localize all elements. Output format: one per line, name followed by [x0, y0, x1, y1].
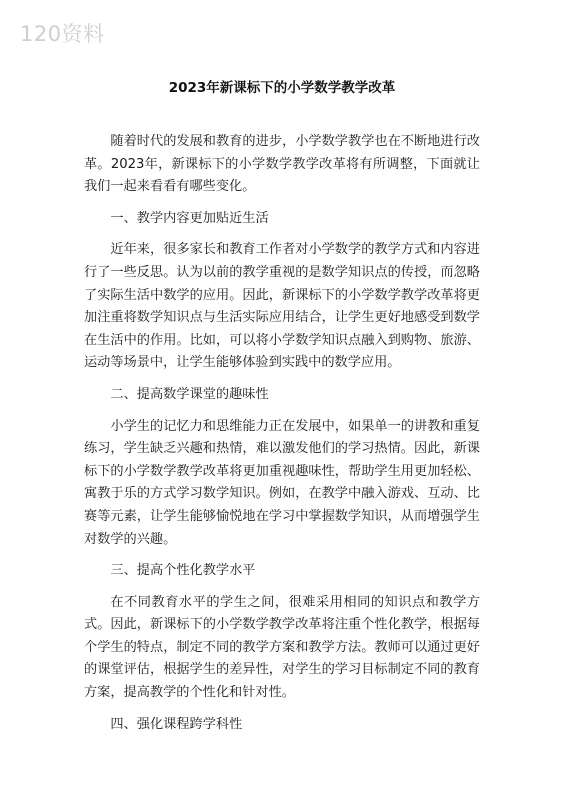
document-page: [84, 78, 480, 745]
section-4-heading: 四、强化课程跨学科性: [110, 716, 243, 732]
document-title: 2023年新课标下的小学数学教学改革: [168, 80, 396, 96]
section-2-body: 小学生的记忆力和思维能力正在发展中，如果单一的讲教和重复练习，学生缺乏兴趣和热情，难以激发他们的学习热情。因此，新课标下的小学数学教学改革将更加重视趣味性，帮助学生用更加轻松、寓教于乐的方式学习数学知识。例如，在教学中融入游戏、互动、比赛等元素，让学生能够愉悦地在学习中掌握数学知识，从而增强学生对数学的兴趣。: [84, 418, 480, 547]
section-2-heading: 二、提高数学课堂的趣味性: [110, 386, 269, 402]
intro-paragraph: 随着时代的发展和教育的进步，小学数学教学也在不断地进行改革。2023年，新课标下的小学数学教学改革将有所调整，下面就让我们一起来看看有哪些变化。: [84, 134, 480, 195]
section-1-heading: 一、教学内容更加贴近生活: [110, 210, 269, 226]
watermark: 120资料: [20, 22, 105, 46]
section-3-body: 在不同教育水平的学生之间，很难采用相同的知识点和教学方式。因此，新课标下的小学数学教学改革将注重个性化教学，根据每个学生的特点，制定不同的教学方案和教学方法。教师可以通过更好的课堂评估，根据学生的差异性，对学生的学习目标制定不同的教育方案，提高教学的个性化和针对性。: [84, 594, 480, 701]
section-1-body: 近年来，很多家长和教育工作者对小学数学的教学方式和内容进行了一些反思。认为以前的教学重视的是数学知识点的传授，而忽略了实际生活中数学的应用。因此，新课标下的小学数学教学改革将更加注重将数学知识点与生活实际应用结合，让学生更好地感受到数学在生活中的作用。比如，可以将小学数学知识点融入到购物、旅游、运动等场景中，让学生能够体验到实践中的数学应用。: [84, 242, 480, 371]
section-3-heading: 三、提高个性化教学水平: [110, 563, 256, 579]
